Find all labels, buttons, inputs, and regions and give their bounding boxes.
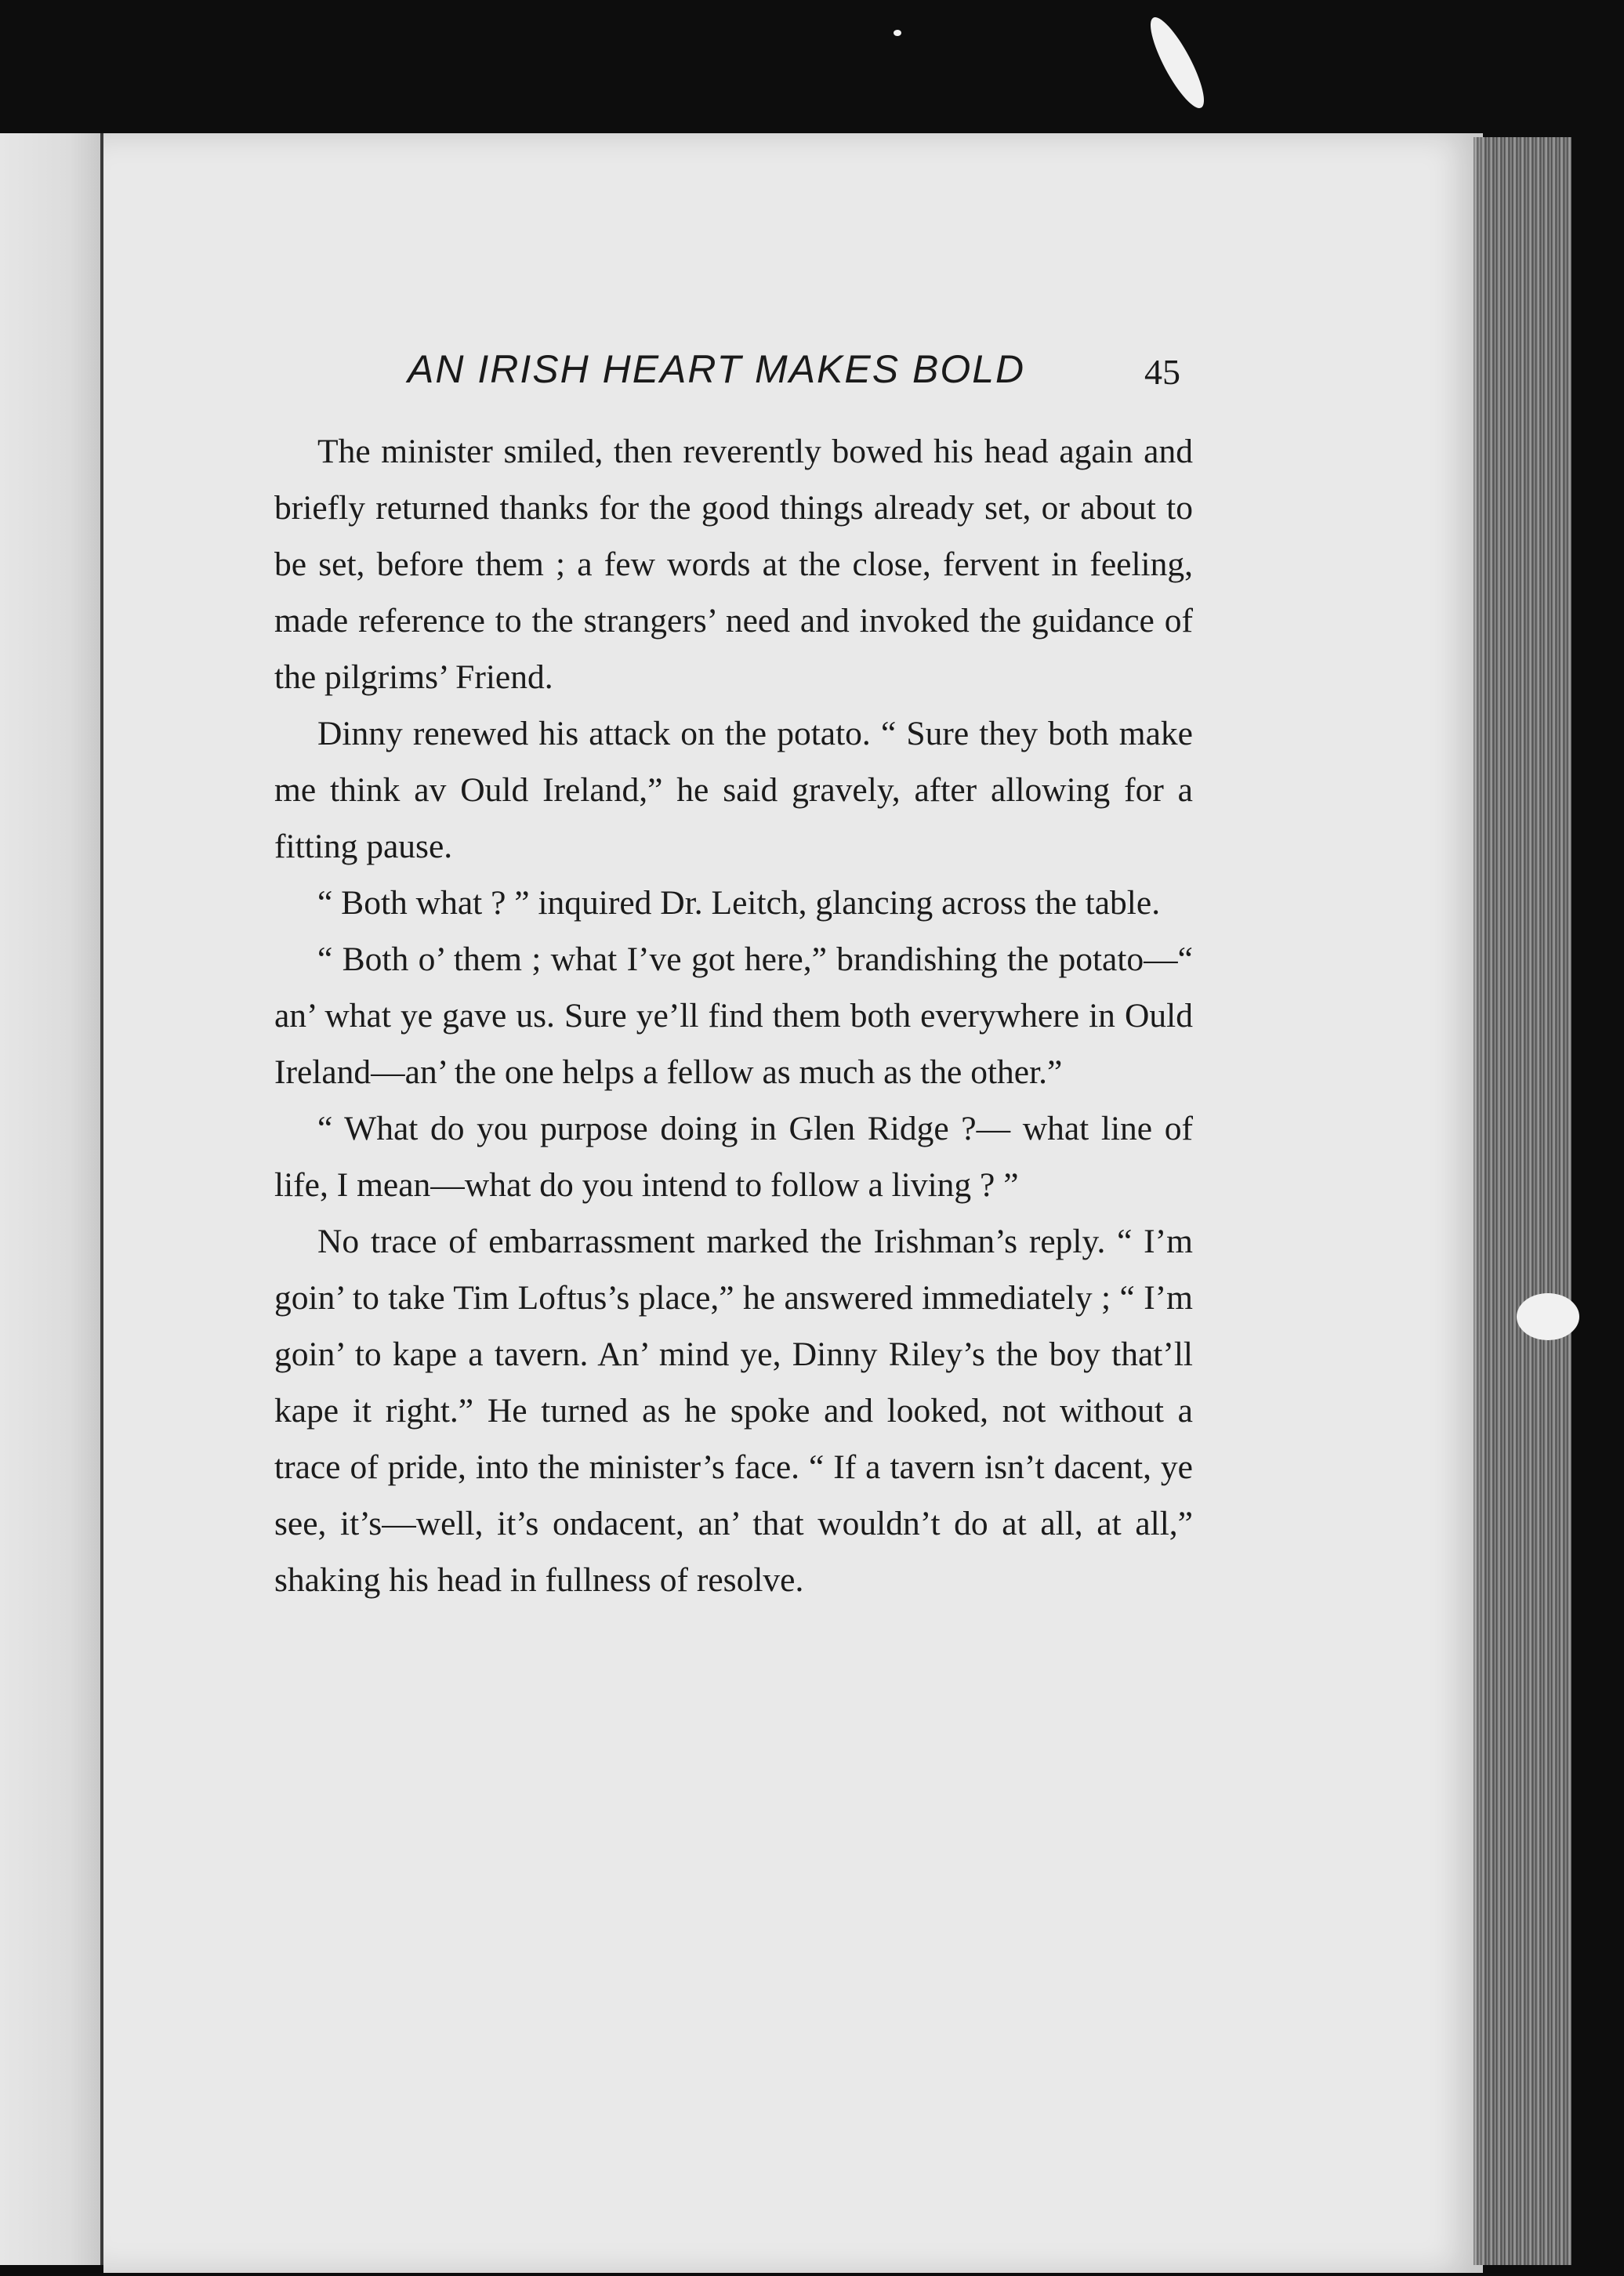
dust-speck [1141,12,1213,114]
left-page-edge [0,133,103,2265]
page-stack-edges [1474,137,1579,2265]
paragraph: Dinny renewed his attack on the potato. “ Sure they both make me think av Ould Ireland,” he said gravely, after allowing for a fitting pause. [274,715,1193,865]
page-header [274,346,1191,401]
paragraph: No trace of embarrassment marked the Irishman’s reply. “ I’m goin’ to take Tim Loftus’s place,” he answered immediately ; “ I’m goin’ to kape a tavern. An’ mind ye, Dinny Riley’s the boy that’ll kape it right.” He turned as he spoke and looked, not without a trace of pride, into the minister’s face. “ If a tavern isn’t dacent, ye see, it’s—well, it’s ondacent, an’ that wouldn’t do at all, at all,” shaking his head in fullness of resolve. [274,1223,1193,1599]
paragraph: The minister smiled, then reverently bowed his head again and briefly returned thanks for the good things already set, or about to be set, before them ; a few words at the close, fervent in feeling, made reference to the strangers’ need and invoked the guidance of the pilgrims’ Friend. [274,433,1193,696]
scan-background-right [1571,125,1624,2276]
dust-speck [894,30,901,36]
paragraph: “ Both o’ them ; what I’ve got here,” brandishing the potato—“ an’ what ye gave us. Sure ye’ll find them both everywhere in Ould Ireland—an’ the one helps a fellow as much as the other.” [274,940,1193,1091]
dust-speck [1517,1293,1579,1340]
page-number: 45 [1144,352,1180,392]
body-text [274,423,1193,1608]
paragraph: “ What do you purpose doing in Glen Ridge ?— what line of life, I mean—what do you intend to follow a living ? ” [274,1110,1193,1204]
paragraph: “ Both what ? ” inquired Dr. Leitch, glancing across the table. [317,884,1161,922]
running-head: AN IRISH HEART MAKES BOLD [408,347,1026,391]
